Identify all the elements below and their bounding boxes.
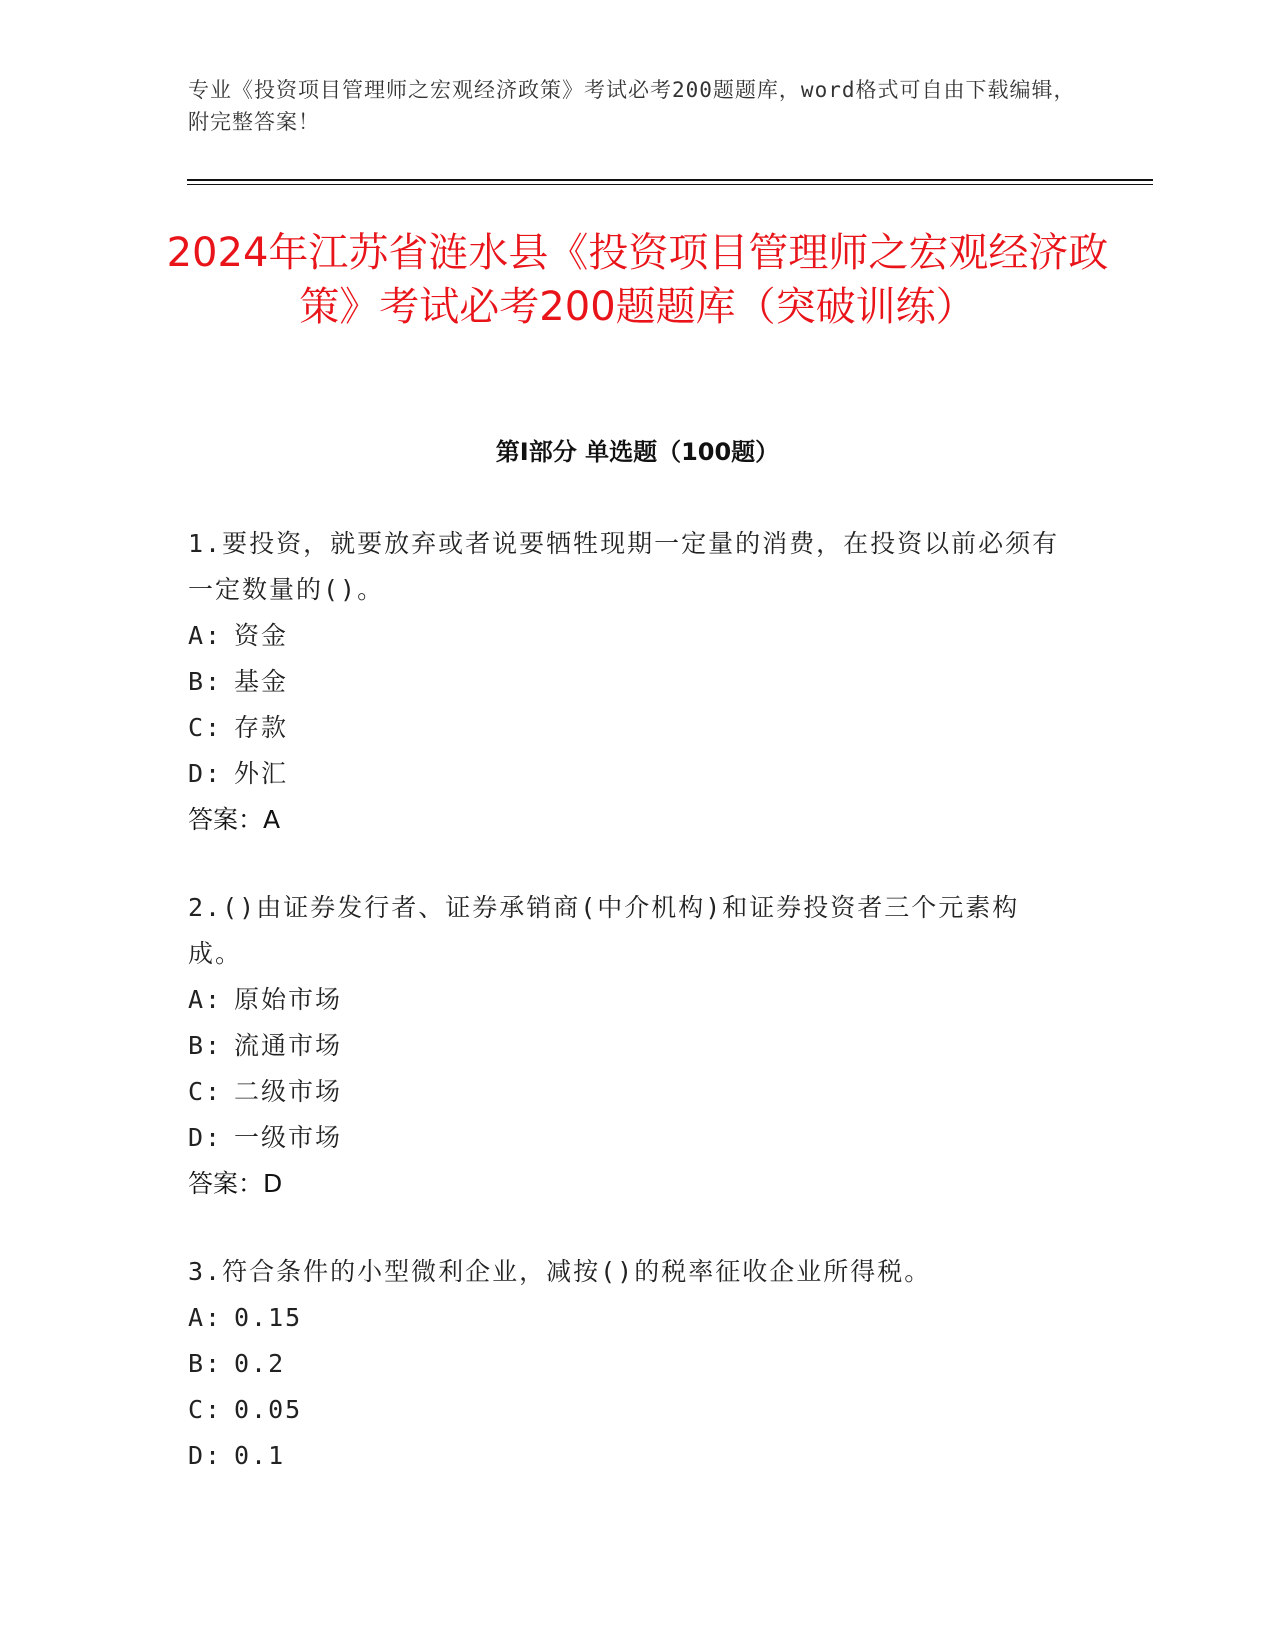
option-c bbox=[188, 1387, 1068, 1433]
option-key: A: bbox=[188, 1303, 223, 1332]
option-c bbox=[188, 1069, 1068, 1115]
option-text: 0.05 bbox=[234, 1395, 303, 1424]
answer: 答案：D bbox=[188, 1169, 283, 1198]
option-d bbox=[188, 1115, 1068, 1161]
option-c bbox=[188, 705, 1068, 751]
option-key: D: bbox=[188, 1441, 223, 1470]
option-text: 流通市场 bbox=[234, 1031, 343, 1060]
question-2 bbox=[188, 885, 1068, 1207]
option-text: 0.15 bbox=[234, 1303, 303, 1332]
option-text: 一级市场 bbox=[234, 1123, 343, 1152]
question-stem: 3.符合条件的小型微利企业，减按()的税率征收企业所得税。 bbox=[188, 1257, 932, 1286]
option-key: B: bbox=[188, 1349, 223, 1378]
option-key: D: bbox=[188, 759, 223, 788]
option-key: A: bbox=[188, 985, 223, 1014]
document-title: 2024年江苏省涟水县《投资项目管理师之宏观经济政策》考试必考200题题库（突破训练） bbox=[166, 230, 1109, 330]
option-text: 存款 bbox=[234, 713, 289, 742]
option-text: 原始市场 bbox=[234, 985, 343, 1014]
option-key: C: bbox=[188, 1395, 223, 1424]
header-divider-thick bbox=[187, 179, 1153, 181]
header-note: 专业《投资项目管理师之宏观经济政策》考试必考200题题库，word格式可自由下载编辑，附完整答案！ bbox=[188, 78, 1076, 134]
question-stem: 1.要投资，就要放弃或者说要牺牲现期一定量的消费，在投资以前必须有一定数量的()。 bbox=[188, 529, 1060, 604]
part-heading: 第Ⅰ部分 单选题（100题） bbox=[495, 438, 780, 466]
option-b bbox=[188, 1341, 1068, 1387]
question-1 bbox=[188, 521, 1068, 843]
answer: 答案：A bbox=[188, 805, 281, 834]
option-d bbox=[188, 1433, 1068, 1479]
option-key: B: bbox=[188, 667, 223, 696]
option-a bbox=[188, 977, 1068, 1023]
option-text: 二级市场 bbox=[234, 1077, 343, 1106]
option-a bbox=[188, 613, 1068, 659]
option-key: C: bbox=[188, 713, 223, 742]
question-3 bbox=[188, 1249, 1068, 1479]
option-b bbox=[188, 659, 1068, 705]
option-key: C: bbox=[188, 1077, 223, 1106]
option-key: B: bbox=[188, 1031, 223, 1060]
question-stem: 2.()由证券发行者、证券承销商(中介机构)和证券投资者三个元素构成。 bbox=[188, 893, 1020, 968]
option-text: 基金 bbox=[234, 667, 289, 696]
option-text: 资金 bbox=[234, 621, 289, 650]
header-divider-thin bbox=[187, 184, 1153, 185]
option-text: 外汇 bbox=[234, 759, 289, 788]
option-d bbox=[188, 751, 1068, 797]
option-b bbox=[188, 1023, 1068, 1069]
option-key: D: bbox=[188, 1123, 223, 1152]
option-a bbox=[188, 1295, 1068, 1341]
option-text: 0.1 bbox=[234, 1441, 286, 1470]
option-text: 0.2 bbox=[234, 1349, 286, 1378]
option-key: A: bbox=[188, 621, 223, 650]
